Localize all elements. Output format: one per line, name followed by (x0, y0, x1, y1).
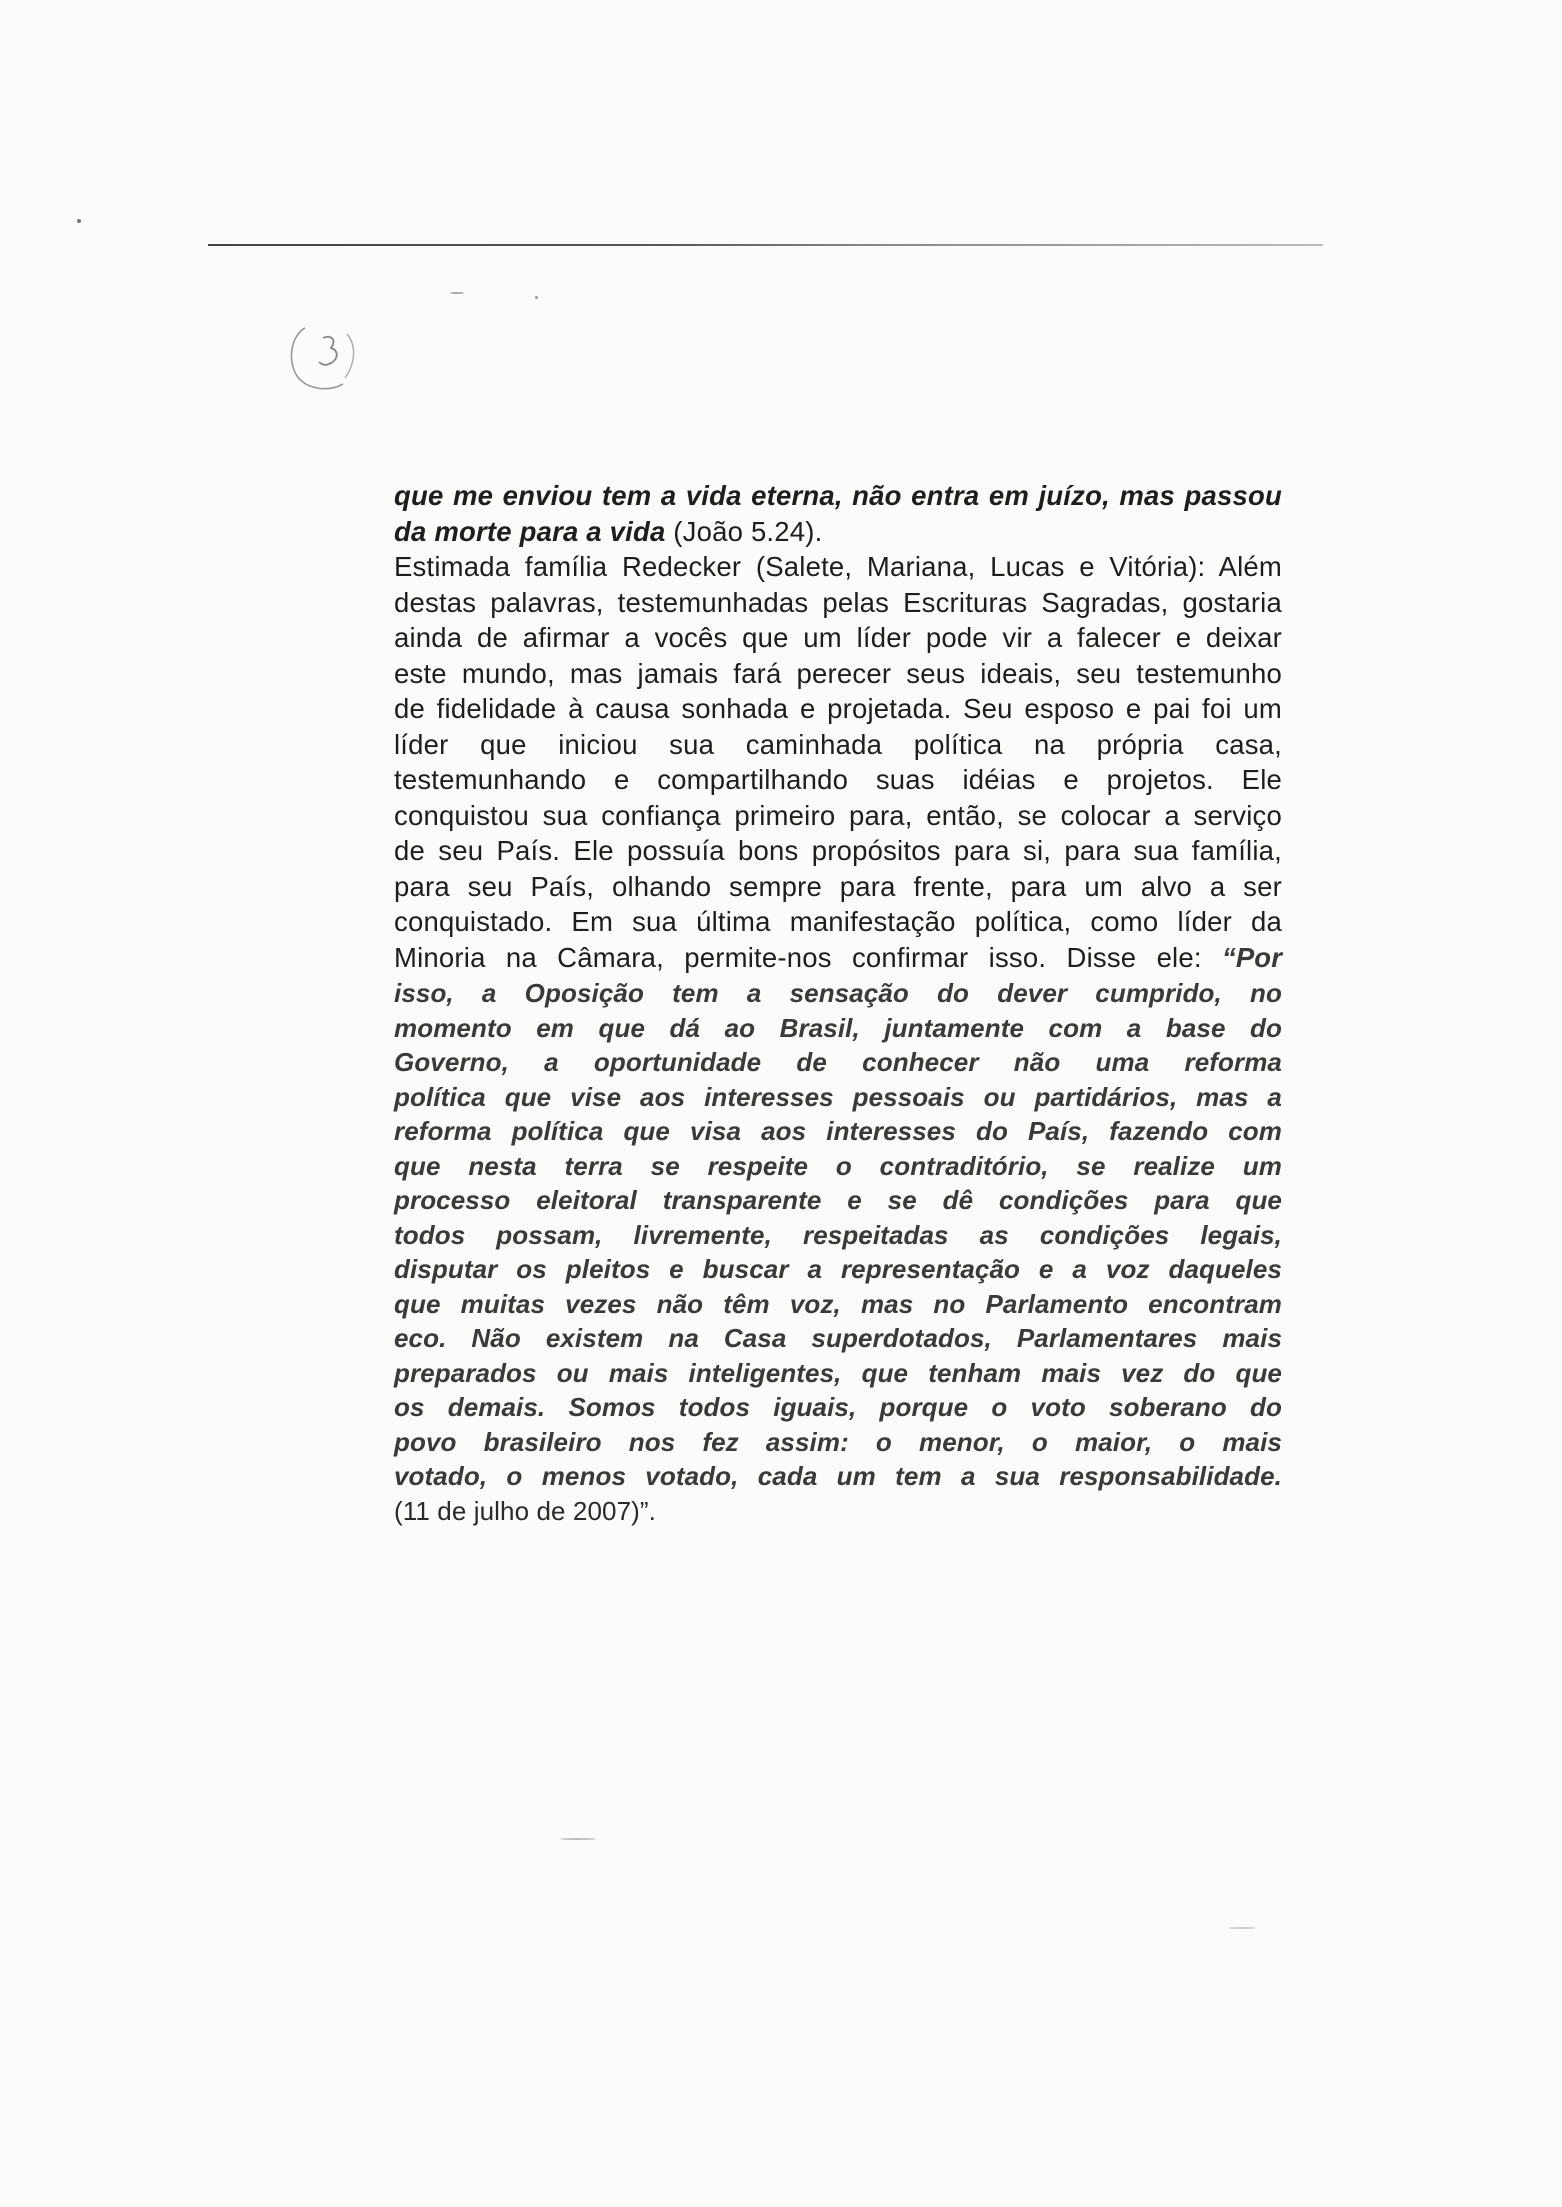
paragraph-line: ainda de afirmar a vocês que um líder pode vir a falecer e deixar (394, 622, 1282, 653)
scan-speck (1228, 1927, 1256, 1929)
quote-line: disputar os pleitos e buscar a representação e a voz daqueles (394, 1254, 1282, 1284)
paragraph-line: para seu País, olhando sempre para frente, para um alvo a ser (394, 870, 1282, 902)
quote-line: isso, a Oposição tem a sensação do dever cumprido, no (394, 978, 1282, 1008)
quote-line: preparados ou mais inteligentes, que tenham mais vez do que (394, 1357, 1282, 1388)
paragraph-line: conquistou sua confiança primeiro para, então, se colocar a serviço (394, 799, 1282, 831)
handwritten-page-number-mark (285, 320, 370, 395)
bible-quote-paragraph (394, 478, 1282, 549)
scan-speck (560, 1838, 596, 1840)
paragraph-line: de fidelidade à causa sonhada e projetada. Seu esposo e pai foi um (394, 693, 1282, 724)
condolence-paragraph (394, 549, 1282, 975)
quote-line: que nesta terra se respeite o contraditório, se realize um (394, 1150, 1282, 1181)
paragraph-line: conquistado. Em sua última manifestação política, como líder da (394, 906, 1282, 937)
quote-line: votado, o menos votado, cada um tem a sua responsabilidade. (394, 1461, 1282, 1491)
bible-reference: (João 5.24). (665, 515, 823, 547)
quote-line: reforma política que visa aos interesses do País, fazendo com (394, 1116, 1282, 1146)
quote-opening: “Por (1222, 941, 1282, 973)
paragraph-line-with-quote-start (394, 940, 1282, 976)
bible-quote-line-1: que me enviou tem a vida eterna, não entra em juízo, mas passou (394, 480, 1282, 511)
quote-line: Governo, a oportunidade de conhecer não uma reforma (394, 1047, 1282, 1077)
quote-line: povo brasileiro nos fez assim: o menor, o maior, o mais (394, 1426, 1282, 1457)
paragraph-line: testemunhando e compartilhando suas idéias e projetos. Ele (394, 764, 1282, 795)
paragraph-line: este mundo, mas jamais fará perecer seus ideais, seu testemunho (394, 657, 1282, 689)
header-rule (208, 244, 1323, 246)
quote-line: momento em que dá ao Brasil, juntamente com a base do (394, 1012, 1282, 1043)
paragraph-line: líder que iniciou sua caminhada política na própria casa, (394, 728, 1282, 760)
document-body (394, 478, 1282, 1528)
leader-speech-quote (394, 976, 1282, 1528)
scan-speck (535, 296, 538, 299)
quote-line: que muitas vezes não têm voz, mas no Parlamento encontram (394, 1288, 1282, 1319)
paragraph-line: Estimada família Redecker (Salete, Mariana, Lucas e Vitória): Além (394, 551, 1282, 582)
quote-date: (11 de julho de 2007)”. (394, 1495, 656, 1526)
quote-line: todos possam, livremente, respeitadas as condições legais, (394, 1219, 1282, 1250)
quote-line: eco. Não existem na Casa superdotados, Parlamentares mais (394, 1323, 1282, 1353)
scan-speck (77, 219, 81, 223)
paragraph-line: de seu País. Ele possuía bons propósitos para si, para sua família, (394, 835, 1282, 866)
quote-line: os demais. Somos todos iguais, porque o voto soberano do (394, 1392, 1282, 1422)
quote-line: política que vise aos interesses pessoais ou partidários, mas a (394, 1081, 1282, 1112)
scan-speck (450, 292, 464, 294)
quote-line: processo eleitoral transparente e se dê condições para que (394, 1185, 1282, 1215)
bible-quote-line-2: da morte para a vida (394, 515, 666, 547)
paragraph-line: destas palavras, testemunhadas pelas Escrituras Sagradas, gostaria (394, 586, 1282, 618)
last-plain-line: Minoria na Câmara, permite-nos confirmar isso. Disse ele: (394, 941, 1222, 973)
